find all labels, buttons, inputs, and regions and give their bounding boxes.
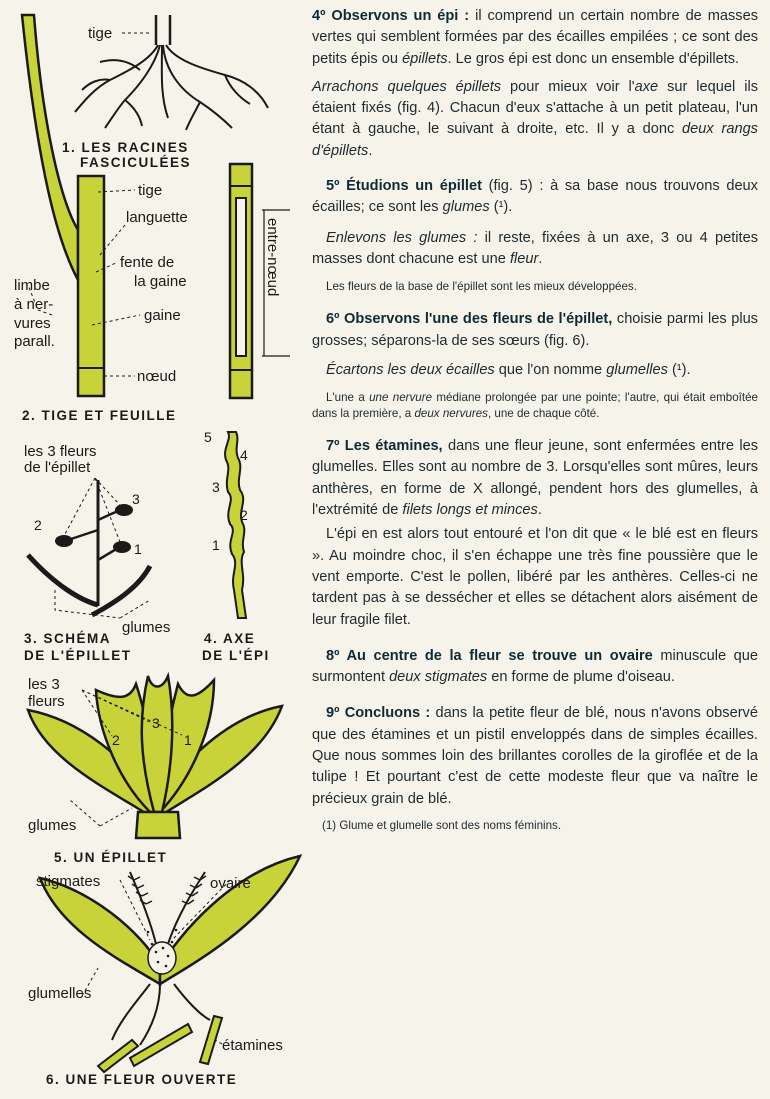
s4-heading: Observons un épi : [331,8,470,24]
figure-1-roots [62,15,268,170]
fig5-caption: 5. UN ÉPILLET [54,850,168,865]
s4b-emphasis-2: axe [634,78,659,95]
paragraph-6 [312,309,758,352]
s4b-emphasis-3: deux rangs d'épillets [312,121,758,159]
fig2-label-limbe-4: parall. [14,333,55,350]
fig2-label-languette: languette [126,209,188,226]
s5-emphasis-1: glumes [442,199,490,216]
fig4-n3: 3 [212,479,220,495]
s9-text-1: dans la petite fleur de blé, nous n'avons observé que des étamines et un pistil enveloppés dans de simples écailles. Que nous sommes loin des brillantes corolles de la giroflée et de la tulipe ! Et pourtant c'est de cette modeste fleur que va naître le précieux grain de blé. [312,705,758,807]
s4-number: 4º [312,8,332,24]
s6c-text-3: , une de chaque côté. [487,407,600,421]
s6c-text-2: médiane prolongée par une pointe; l'autre, qui était emboîtée dans la première, a [312,391,758,421]
fig6-ovaire: ovaire [210,875,251,892]
s6b-emphasis-2: glumelles [606,361,668,378]
s7-text-1: dans une fleur jeune, sont enfermées entre les glumelles. Elles sont au nombre de 3. Lorsqu'elles sont mûres, leurs anthères, en forme de X allongé, pendent hors des glumelles, à l'extrémité de [312,438,758,519]
paragraph-7b: L'épi en est alors tout entouré et l'on dit que « le blé est en fleurs ». Au moindre choc, il s'en échappe une très fine poussière que le vent emporte. C'est le pollen, libéré par les anthères. Celles-ci ne tardent pas à se dessécher et elles se détachent alors aisément de leur fragile filet. [312,526,758,628]
figure-3-spikelet-schema [24,443,170,663]
fig5-n1: 1 [184,732,192,748]
s5b-text-2: . [538,250,543,267]
s4-text-2: . Le gros épi est donc un ensemble d'épillets. [447,50,740,67]
paragraph-8 [312,646,758,689]
figure-6-open-flower [28,856,300,1087]
s8-number: 8º [326,647,347,664]
s7-emphasis-1: filets longs et minces [402,502,538,519]
paragraph-5c: Les fleurs de la base de l'épillet sont les mieux développées. [326,280,637,294]
s7-text-2: . [537,502,542,519]
paragraph-4b [312,77,758,162]
s6c-text-1: L'une a [326,391,370,405]
s8-heading: Au centre de la fleur se trouve un ovaire [346,647,653,664]
fig5-n2: 2 [112,732,120,748]
fig4-n4: 4 [240,447,248,463]
fig2-label-limbe-2: à ner- [14,296,54,313]
s5b-emphasis-1: Enlevons les glumes : [326,229,478,246]
fig3-n1: 1 [134,541,142,557]
s4-text-1: il comprend un certain nombre de masses vertes qui semblent formées par des écailles empilées ; ce sont des petits épis ou [312,8,758,67]
s4b-text-1: pour mieux voir l' [501,78,635,95]
fig2-label-fente-2: la gaine [134,273,187,290]
paragraph-9 [312,703,758,809]
fig4-n5: 5 [204,429,212,445]
fig2-label-limbe-3: vures [14,315,51,332]
fig6-etamines: étamines [222,1037,283,1054]
s4b-text-2: sur lequel ils étaient fixés (fig. 4). Chacun d'eux s'attache à un petit plateau, l'un étant à gauche, le suivant à droite, etc. Il y a donc [312,78,758,138]
fig1-caption-line1: 1. LES RACINES [62,140,189,155]
fig1-caption-line2: FASCICULÉES [80,155,192,170]
figure-5-spikelet [28,676,282,865]
s6c-emphasis-2: deux nervures [414,407,488,421]
fig3-caption-line1: 3. SCHÉMA [24,631,112,646]
fig2-label-gaine: gaine [144,307,181,324]
fig3-n2: 2 [34,517,42,533]
fig2-label-entre-noeud: entre-nœud [264,218,281,297]
paragraph-4 [312,6,758,70]
s6b-text-1: que l'on nomme [494,361,607,378]
fig3-fleurs-line1: les 3 fleurs [24,443,97,460]
paragraph-6b [312,360,758,381]
fig6-caption: 6. UNE FLEUR OUVERTE [46,1072,238,1087]
s5b-text-1: il reste, fixées à un axe, 3 ou 4 petites masses dont chacune est une [312,229,758,267]
figure-4-spike-axis [202,429,270,663]
s8-text-2: en forme de plume d'oiseau. [487,669,675,686]
s5-text-1: (fig. 5) : à sa base nous trouvons deux écailles; ce sont les [312,178,758,216]
fig5-fleurs-line2: fleurs [28,693,65,710]
s5-heading: Étudions un épillet [346,178,482,195]
s4-emphasis-1: épillets [402,50,448,67]
s6b-emphasis-1: Écartons les deux écailles [326,361,495,378]
fig4-caption-line1: 4. AXE [204,631,256,646]
fig3-n3: 3 [132,491,140,507]
s5-number: 5º [326,178,347,195]
s6-number: 6º [326,311,345,328]
roots-drawing [75,45,268,130]
figure-2-stem-leaf [14,15,290,423]
fig2-caption: 2. TIGE ET FEUILLE [22,408,177,423]
fig5-fleurs-line1: les 3 [28,676,60,693]
paragraph-5 [312,176,758,219]
lesson-text [312,6,758,834]
fig4-n2: 2 [240,507,248,523]
fig1-label-tige: tige [88,25,113,42]
s6-heading: Observons l'une des fleurs de l'épillet, [344,311,613,328]
fig3-glumes: glumes [122,619,171,636]
s6c-emphasis-1: une nervure [369,391,433,405]
paragraph-6c [312,390,758,422]
fig2-label-fente-1: fente de [120,254,175,271]
fig2-label-noeud: nœud [137,368,177,385]
s9-heading: Concluons : [344,705,431,722]
s6-text-1: choisie parmi les plus grosses; séparons-la de ses sœurs (fig. 6). [312,311,758,349]
s4b-text-3: . [368,142,373,159]
fig5-glumes: glumes [28,817,77,834]
s7-number: 7º [326,438,345,455]
fig4-caption-line2: DE L'ÉPI [202,648,270,663]
s5b-emphasis-2: fleur [509,250,539,267]
fig6-glumelles: glumelles [28,985,92,1002]
fig3-caption-line2: DE L'ÉPILLET [24,648,132,663]
footnote: (1) Glume et glumelle sont des noms féminins. [322,818,562,832]
s8-text-1: minuscule que surmontent [312,647,758,686]
s4b-emphasis-1: Arrachons quelques épillets [312,78,502,95]
fig6-stigmates: stigmates [36,873,101,890]
botanical-figures [0,0,310,1099]
fig5-n3: 3 [152,715,160,731]
fig4-n1: 1 [212,537,220,553]
fig3-fleurs-line2: de l'épillet [24,459,91,476]
fig2-label-limbe-1: limbe [14,277,50,294]
s5-text-2: (¹). [489,199,513,216]
paragraph-5b [312,228,758,271]
s7-heading: Les étamines, [344,438,443,455]
s8-emphasis-1: deux stigmates [389,669,488,686]
paragraph-7 [312,436,758,521]
s6b-text-2: (¹). [667,361,691,378]
s9-number: 9º [326,705,345,722]
fig2-label-tige: tige [138,182,163,199]
